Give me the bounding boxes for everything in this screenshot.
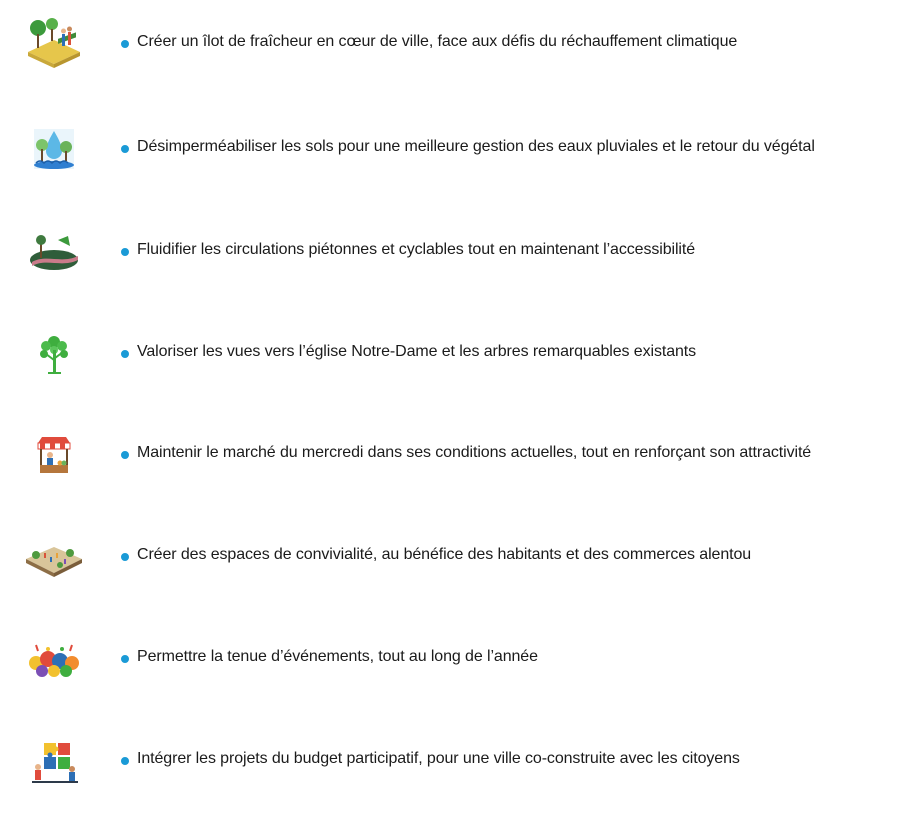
bullet-point: [121, 248, 129, 256]
list-item-text: Fluidifier les circulations piétonnes et cyclables tout en maintenant l’accessibilité: [137, 241, 696, 258]
bullet-point: [121, 451, 129, 459]
list-item: [0, 119, 905, 179]
list-item: [0, 222, 905, 282]
list-item: [0, 731, 905, 791]
bullet-point: [121, 757, 129, 765]
list-item-text: Intégrer les projets du budget participatif, pour une ville co-construite avec les citoyens: [137, 750, 740, 767]
public-square-icon: [22, 525, 86, 589]
crowd-event-icon: [22, 627, 86, 691]
bullet-point: [121, 553, 129, 561]
water-drop-icon: [22, 117, 86, 181]
list-item-text: Maintenir le marché du mercredi dans ses conditions actuelles, tout en renforçant son attractivité: [137, 444, 812, 461]
tree-icon: [22, 322, 86, 386]
bullet-point: [121, 145, 129, 153]
list-item: [0, 324, 905, 384]
urban-park-icon: [22, 12, 86, 76]
bullet-point: [121, 655, 129, 663]
bullet-point: [121, 40, 129, 48]
list-item-text: Désimperméabiliser les sols pour une meilleure gestion des eaux pluviales et le retour du végétal: [137, 138, 815, 155]
bullet-point: [121, 350, 129, 358]
list-item: [0, 14, 905, 74]
list-item: [0, 527, 905, 587]
list-item-text: Valoriser les vues vers l’église Notre-Dame et les arbres remarquables existants: [137, 343, 697, 360]
list-item-text: Créer un îlot de fraîcheur en cœur de ville, face aux défis du réchauffement climatique: [137, 33, 738, 50]
puzzle-collaboration-icon: [22, 729, 86, 793]
list-item: [0, 425, 905, 485]
list-item-text: Permettre la tenue d’événements, tout au long de l’année: [137, 648, 538, 665]
list-item: [0, 629, 905, 689]
market-stall-icon: [22, 423, 86, 487]
list-item-text: Créer des espaces de convivialité, au bénéfice des habitants et des commerces alentou: [137, 546, 752, 563]
path-landscape-icon: [22, 220, 86, 284]
